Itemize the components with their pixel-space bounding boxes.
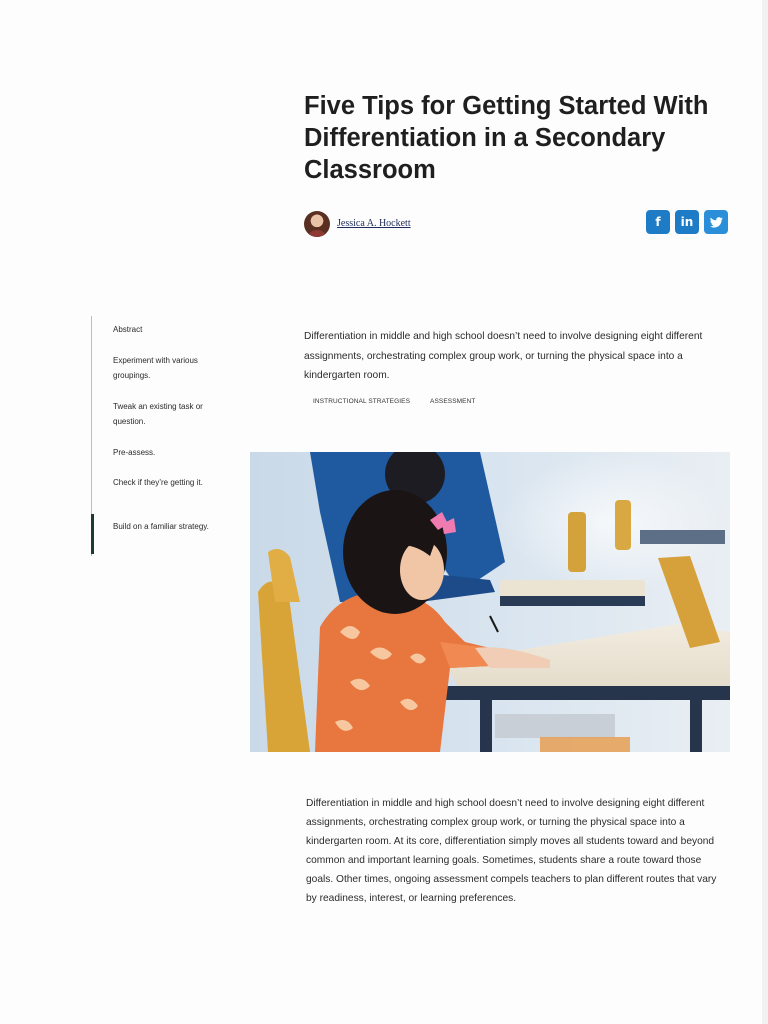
linkedin-icon: in <box>680 215 694 229</box>
author-row <box>304 210 728 238</box>
toc-active-indicator <box>91 514 94 554</box>
article-tags <box>313 398 475 405</box>
article-intro: Differentiation in middle and high school doesn’t need to involve designing eight different assignments, orchestrating complex group work, or turning the physical space into a kindergarten room. <box>304 331 703 381</box>
article-body: Differentiation in middle and high school doesn’t need to involve designing eight different assignments, orchestrating complex group work, or turning the physical space into a kindergarten room. At its core, differentiation simply moves all students toward and beyond common and important learning goals. Sometimes, students share a route toward those goals. Other times, ongoing assessment compels teachers to plan different routes that vary by readiness, interest, or learning preferences. <box>306 798 717 904</box>
classroom-photo <box>250 452 730 752</box>
twitter-share-button[interactable] <box>704 210 728 234</box>
scan-edge <box>762 0 768 1024</box>
tag-instructional-strategies[interactable]: INSTRUCTIONAL STRATEGIES <box>313 398 411 405</box>
toc-item-check[interactable]: Check if they’re getting it. <box>113 478 203 487</box>
facebook-icon: f <box>655 215 661 229</box>
twitter-bird-icon <box>710 217 723 228</box>
facebook-share-button[interactable] <box>646 210 670 234</box>
author-avatar[interactable] <box>304 211 330 237</box>
tag-assessment[interactable]: ASSESSMENT <box>430 398 476 405</box>
toc-item-abstract[interactable]: Abstract <box>113 325 143 334</box>
table-of-contents <box>91 316 232 556</box>
social-share <box>646 210 728 234</box>
toc-item-pre-assess[interactable]: Pre-assess. <box>113 448 156 457</box>
linkedin-share-button[interactable] <box>675 210 699 234</box>
toc-item-familiar-strategy[interactable]: Build on a familiar strategy. <box>113 522 209 531</box>
toc-item-groupings[interactable]: Experiment with various groupings. <box>113 356 198 380</box>
classroom-photo-illustration <box>250 452 730 752</box>
article-title: Five Tips for Getting Started With Differentiation in a Secondary Classroom <box>304 92 709 184</box>
toc-item-tweak-task[interactable]: Tweak an existing task or question. <box>113 402 203 426</box>
author-link[interactable]: Jessica A. Hockett <box>337 218 411 229</box>
